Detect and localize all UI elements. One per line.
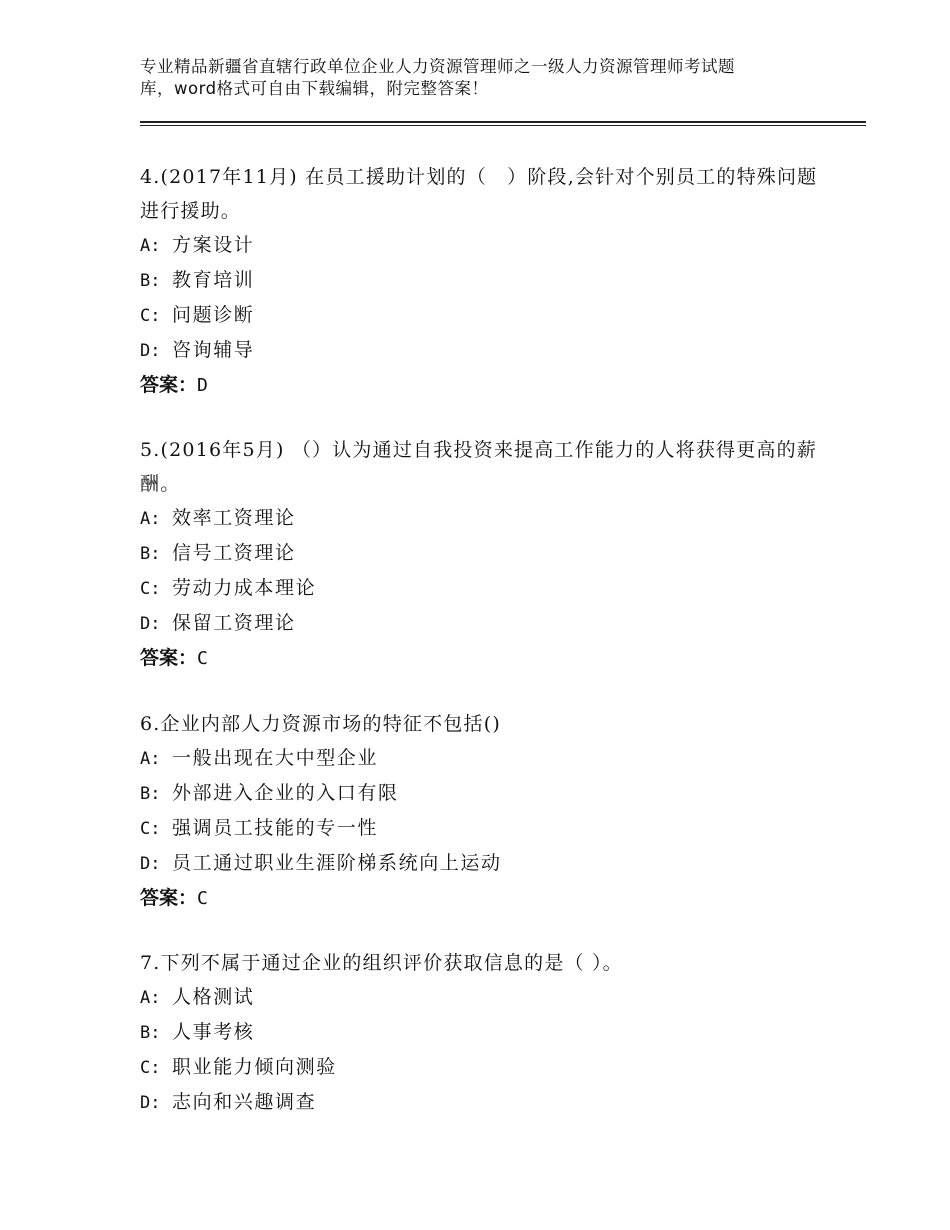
document-header	[140, 56, 840, 100]
option-text: 教育培训	[172, 269, 255, 291]
question-stem: 4.(2017年11月) 在员工援助计划的（ ）阶段,会针对个别员工的特殊问题进行援助。	[140, 166, 818, 222]
option-c	[140, 1050, 820, 1085]
option-label: B:	[140, 784, 161, 804]
question-stem: 7.下列不属于通过企业的组织评价获取信息的是（ ）。	[140, 952, 623, 974]
option-d	[140, 846, 820, 881]
option-b	[140, 263, 820, 298]
option-d	[140, 333, 820, 368]
header-divider-thick	[140, 121, 866, 123]
answer-line	[140, 641, 820, 676]
question-6	[140, 707, 820, 916]
answer-value: C	[197, 888, 208, 909]
option-label: B:	[140, 544, 161, 564]
option-text: 强调员工技能的专一性	[172, 817, 379, 839]
header-line-1: 专业精品新疆省直辖行政单位企业人力资源管理师之一级人力资源管理师考试题	[140, 57, 735, 76]
answer-line	[140, 881, 820, 916]
option-a	[140, 980, 820, 1015]
option-text: 咨询辅导	[172, 339, 255, 361]
question-stem: 5.(2016年5月) （）认为通过自我投资来提高工作能力的人将获得更高的薪酬。	[140, 439, 818, 495]
option-text: 职业能力倾向测验	[172, 1056, 337, 1078]
option-label: C:	[140, 306, 161, 326]
option-b	[140, 536, 820, 571]
option-label: A:	[140, 236, 161, 256]
option-text: 信号工资理论	[172, 542, 296, 564]
option-text: 保留工资理论	[172, 612, 296, 634]
option-c	[140, 571, 820, 606]
answer-label: 答案：	[140, 374, 198, 396]
option-text: 人格测试	[172, 986, 255, 1008]
question-4	[140, 160, 820, 403]
header-divider-thin	[140, 125, 866, 126]
option-a	[140, 501, 820, 536]
option-label: D:	[140, 1093, 161, 1113]
option-text: 效率工资理论	[172, 507, 296, 529]
option-label: D:	[140, 614, 161, 634]
option-text: 一般出现在大中型企业	[172, 747, 379, 769]
answer-value: D	[197, 375, 208, 396]
option-c	[140, 811, 820, 846]
answer-value: C	[197, 648, 208, 669]
option-text: 外部进入企业的入口有限	[172, 782, 399, 804]
option-label: A:	[140, 749, 161, 769]
question-stem: 6.企业内部人力资源市场的特征不包括()	[140, 713, 501, 735]
option-label: B:	[140, 271, 161, 291]
option-label: A:	[140, 509, 161, 529]
option-label: B:	[140, 1023, 161, 1043]
answer-label: 答案：	[140, 887, 198, 909]
option-text: 劳动力成本理论	[172, 577, 317, 599]
option-d	[140, 1085, 820, 1120]
option-label: D:	[140, 854, 161, 874]
option-label: C:	[140, 1058, 161, 1078]
option-b	[140, 1015, 820, 1050]
answer-label: 答案：	[140, 647, 198, 669]
option-text: 员工通过职业生涯阶梯系统向上运动	[172, 852, 502, 874]
answer-line	[140, 368, 820, 403]
option-text: 问题诊断	[172, 304, 255, 326]
option-label: C:	[140, 579, 161, 599]
option-a	[140, 741, 820, 776]
option-label: C:	[140, 819, 161, 839]
header-line-2: 库，word格式可自由下载编辑，附完整答案！	[140, 79, 489, 98]
option-label: D:	[140, 341, 161, 361]
question-5	[140, 433, 820, 676]
option-b	[140, 776, 820, 811]
question-7	[140, 946, 820, 1120]
option-a	[140, 228, 820, 263]
option-text: 方案设计	[172, 234, 255, 256]
option-label: A:	[140, 988, 161, 1008]
option-d	[140, 606, 820, 641]
option-text: 人事考核	[172, 1021, 255, 1043]
option-text: 志向和兴趣调查	[172, 1091, 317, 1113]
option-c	[140, 298, 820, 333]
